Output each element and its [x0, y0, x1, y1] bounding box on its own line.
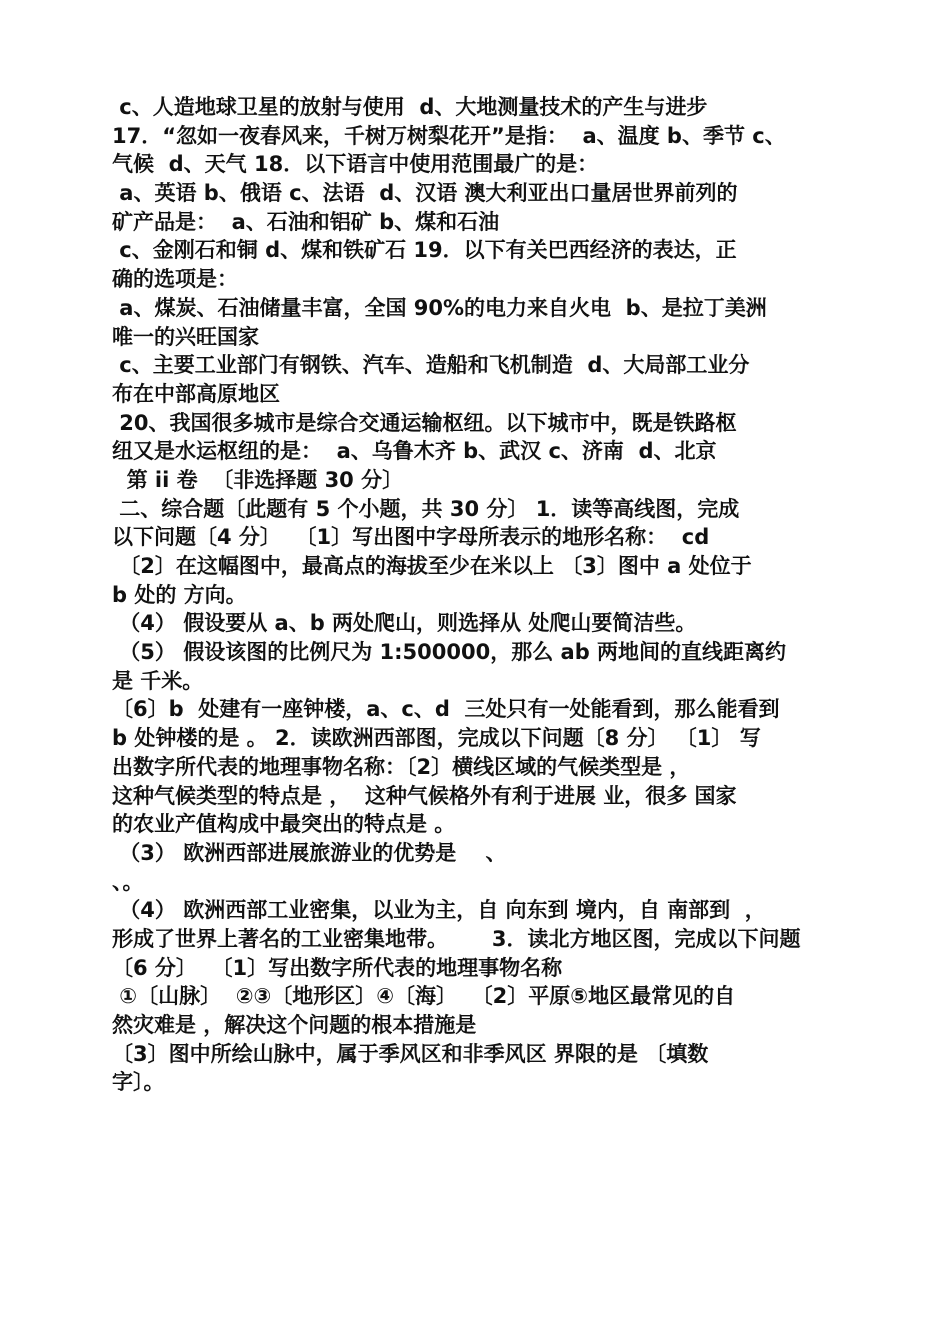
- text-line: b 处的 方向。: [112, 582, 247, 607]
- text-line: 以下问题〔4 分〕 〔1〕写出图中字母所表示的地形名称： cd: [112, 525, 710, 550]
- text-line: 的农业产值构成中最突出的特点是 。: [112, 812, 456, 837]
- text-line: （4） 欧洲西部工业密集，以业为主，自 向东到 境内，自 南部到 ，: [112, 898, 766, 923]
- text-line: 〔3〕图中所绘山脉中，属于季风区和非季风区 界限的是 〔填数: [112, 1041, 709, 1066]
- text-line: 矿产品是： a、石油和铝矿 b、煤和石油: [112, 209, 500, 234]
- text-line: （3） 欧洲西部进展旅游业的优势是 、: [112, 840, 507, 865]
- text-line: c、金刚石和铜 d、煤和铁矿石 19．以下有关巴西经济的表达，正: [112, 238, 737, 263]
- text-line: 出数字所代表的地理事物名称：〔2〕横线区域的气候类型是 ，: [112, 754, 691, 779]
- text-line: 字〕。: [112, 1070, 165, 1095]
- text-line: c、人造地球卫星的放射与使用 d、大地测量技术的产生与进步: [112, 95, 708, 119]
- text-line: 〔2〕在这幅图中，最高点的海拔至少在米以上 〔3〕图中 a 处位于: [112, 554, 752, 578]
- text-line: 〔6〕b 处建有一座钟楼，a、c、d 三处只有一处能看到，那么能看到: [112, 697, 780, 722]
- section-heading: 第 ii 卷 〔非选择题 30 分〕: [112, 467, 404, 492]
- text-line: 17．“忽如一夜春风来，千树万树梨花开”是指： a、温度 b、季节 c、: [112, 123, 786, 148]
- text-line: （5） 假设该图的比例尺为 1:500000，那么 ab 两地间的直线距离约: [112, 640, 787, 665]
- exam-text-body: [112, 93, 872, 1097]
- text-line: 确的选项是：: [112, 267, 238, 292]
- text-line: 二、综合题〔此题有 5 个小题，共 30 分〕 1．读等高线图，完成: [112, 496, 740, 521]
- text-line: 布在中部高原地区: [112, 381, 280, 406]
- text-line: 唯一的兴旺国家: [112, 324, 259, 349]
- text-line: 形成了世界上著名的工业密集地带。 3．读北方地区图，完成以下问题: [112, 926, 801, 951]
- text-line: 是 千米。: [112, 668, 204, 693]
- text-line: a、煤炭、石油储量丰富，全国 90%的电力来自火电 b、是拉丁美洲: [112, 295, 767, 320]
- text-line: 纽又是水运枢纽的是： a、乌鲁木齐 b、武汉 c、济南 d、北京: [112, 439, 717, 464]
- text-line: （4） 假设要从 a、b 两处爬山，则选择从 处爬山要简洁些。: [112, 611, 697, 636]
- text-line: c、主要工业部门有钢铁、汽车、造船和飞机制造 d、大局部工业分: [112, 353, 750, 378]
- text-line: 、。: [112, 869, 144, 894]
- text-line: 20、我国很多城市是综合交通运输枢纽。以下城市中，既是铁路枢: [112, 410, 737, 435]
- text-line: 〔6 分〕 〔1〕写出数字所代表的地理事物名称: [112, 955, 563, 980]
- text-line: a、英语 b、俄语 c、法语 d、汉语 澳大利亚出口量居世界前列的: [112, 181, 738, 206]
- text-line: 这种气候类型的特点是 ， 这种气候格外有利于进展 业，很多 国家: [112, 783, 737, 808]
- text-line: 然灾难是 ，解决这个问题的根本措施是: [112, 1013, 477, 1037]
- text-line: b 处钟楼的是 。 2．读欧洲西部图，完成以下问题〔8 分〕 〔1〕 写: [112, 726, 761, 751]
- text-line: 气候 d、天气 18．以下语言中使用范围最广的是：: [112, 152, 599, 177]
- text-line: ①〔山脉〕 ②③〔地形区〕④〔海〕 〔2〕平原⑤地区最常见的自: [112, 984, 736, 1009]
